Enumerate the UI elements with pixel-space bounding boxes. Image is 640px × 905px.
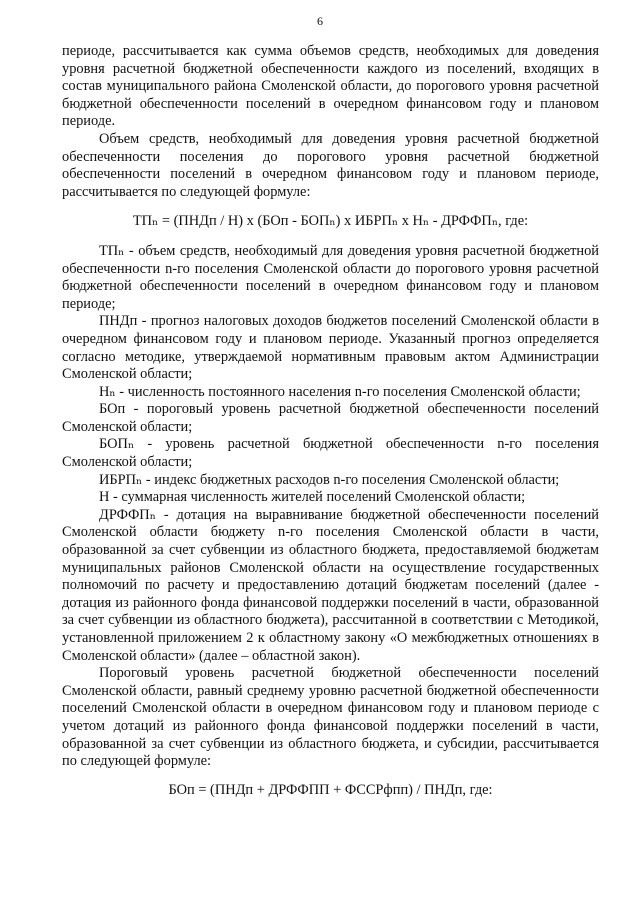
page-number: 6 xyxy=(317,14,323,28)
formula-bop: БОп = (ПНДп + ДРФФПП + ФССРфпп) / ПНДп, где: xyxy=(168,781,493,798)
paragraph-volume-of-funds: Объем средств, необходимый для доведения уровня расчетной бюджетной обеспеченности поселения до порогового уровня расчетной бюджетной обеспеченности поселений в очередном финансовом году и плановом периоде, рассчитывается по следующей формуле: xyxy=(62,130,599,200)
definition-bopn: БОПₙ - уровень расчетной бюджетной обеспеченности n-го поселения Смоленской области; xyxy=(62,436,599,471)
paragraph-threshold-level: Пороговый уровень расчетной бюджетной обеспеченности поселений Смоленской области, равный среднему уровню расчетной бюджетной обеспеченности поселений Смоленской области в очередном финансовом году и плановом периоде с учетом дотаций из районного фонда финансовой поддержки поселений в части, образованной за счет субвенции из областного бюджета, и субсидии, рассчитывается по следующей формуле: xyxy=(62,665,599,770)
definition-drffp: ДРФФПₙ - дотация на выравнивание бюджетной обеспеченности поселений Смоленской области бюджету n-го поселения Смоленской области в части, образованной за счет субвенции из областного бюджета, предоставляемой бюджетам муниципальных районов Смоленской области на осуществление государственных полномочий по расчету и предоставлению дотаций бюджетам поселений (далее - дотация из районного фонда финансовой поддержки поселений в части, образованной за счет субвенции из областного бюджета), рассчитанной в соответствии с Методикой, установленной приложением 2 к областному закону «О межбюджетных отношениях в Смоленской области» (далее – областной закон). xyxy=(62,506,599,664)
paragraph-continuation: периоде, рассчитывается как сумма объемов средств, необходимых для доведения уровня расчетной бюджетной обеспеченности каждого из поселений, входящих в состав муниципального района Смоленской области, до порогового уровня расчетной бюджетной обеспеченности поселений в очередном финансовом году и плановом периоде. xyxy=(62,43,599,130)
definition-tp: ТПₙ - объем средств, необходимый для доведения уровня расчетной бюджетной обеспеченности n-го поселения Смоленской области до порогового уровня расчетной бюджетной обеспеченности поселений в очередном финансовом году и плановом периоде; xyxy=(62,242,599,312)
definition-n-population: Нₙ - численность постоянного населения n-го поселения Смоленской области; xyxy=(99,383,581,400)
document-body xyxy=(62,43,599,799)
definition-bop-threshold: БОп - пороговый уровень расчетной бюджетной обеспеченности поселений Смоленской области; xyxy=(62,401,599,435)
definition-ibrp: ИБРПₙ - индекс бюджетных расходов n-го поселения Смоленской области; xyxy=(99,471,560,488)
definition-n-total: Н - суммарная численность жителей поселений Смоленской области; xyxy=(99,489,526,506)
formula-tp: ТПₙ = (ПНДп / Н) х (БОп - БОПₙ) х ИБРПₙ х Нₙ - ДРФФПₙ, где: xyxy=(132,213,529,230)
definition-pndp: ПНДп - прогноз налоговых доходов бюджетов поселений Смоленской области в очередном финансовом году и плановом периоде. Указанный прогноз определяется согласно методике, утверждаемой нормативным правовым актом Администрации Смоленской области; xyxy=(62,313,599,383)
